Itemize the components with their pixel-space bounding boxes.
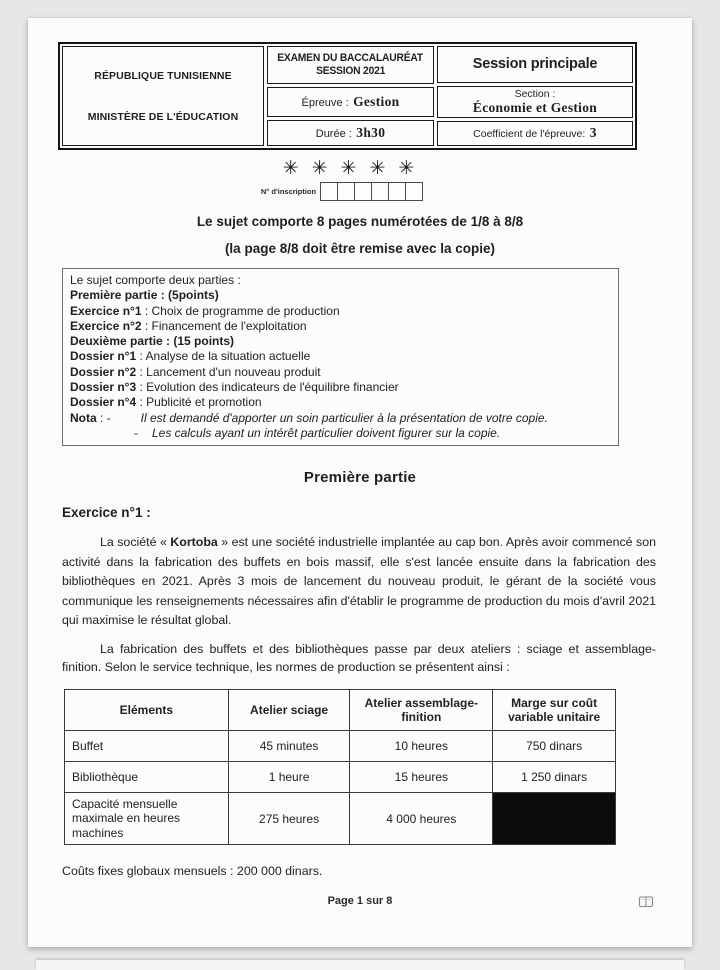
cell-bibliotheque-marge: 1 250 dinars [493, 761, 616, 792]
cell-capacite-marge-redacted [493, 792, 616, 845]
inscription-label: N° d'inscription [260, 187, 317, 196]
open-book-icon [638, 895, 654, 909]
part1-title: Première partie [303, 469, 417, 487]
structure-line: Dossier n°1 : Analyse de la situation actuelle [70, 349, 311, 364]
ministry-label: MINISTÈRE DE L'ÉDUCATION [87, 110, 239, 123]
pages-notice: Le sujet comporte 8 pages numérotées de 1/8 à 8/8 [196, 214, 524, 229]
cell-capacite-assemblage: 4 000 heures [350, 792, 493, 845]
structure-line: Deuxième partie : (15 points) [70, 334, 235, 349]
table-header-row [65, 689, 616, 730]
duree-label: Durée : [315, 127, 352, 140]
structure-line: Exercice n°2 : Financement de l'exploitation [70, 318, 307, 333]
structure-line: Dossier n°4 : Publicité et promotion [70, 395, 262, 410]
col-header-elements: Eléments [65, 689, 229, 730]
structure-line: Dossier n°3 : Evolution des indicateurs de l'équilibre financier [70, 380, 399, 395]
inscription-box [405, 182, 423, 201]
epreuve-label: Épreuve : [301, 96, 349, 109]
inscription-row [0, 182, 692, 201]
cell-buffet-sciage: 45 minutes [228, 730, 350, 761]
exam-header-table [58, 42, 637, 150]
return-page-notice: (la page 8/8 doit être remise avec la copie) [224, 241, 496, 256]
structure-line: Exercice n°1 : Choix de programme de production [70, 303, 340, 318]
session-cell [437, 46, 633, 83]
coefficient-cell [437, 121, 633, 146]
cell-bibliotheque-assemblage: 15 heures [350, 761, 493, 792]
table-row-bibliotheque [65, 761, 616, 792]
cell-bibliotheque-sciage: 1 heure [228, 761, 350, 792]
section-value: Économie et Gestion [472, 99, 598, 115]
inscription-box [320, 182, 338, 201]
page-number: Page 1 sur 8 [327, 895, 393, 907]
table-row-capacite [65, 792, 616, 845]
cell-capacite: Capacité mensuelle maximale en heures machines [65, 792, 229, 845]
next-page-edge [36, 960, 684, 970]
session-value: Session principale [472, 56, 598, 73]
epreuve-cell [267, 87, 434, 117]
subject-structure-box [62, 268, 619, 446]
col-header-assemblage: Atelier assemblage-finition [350, 689, 493, 730]
inscription-box [371, 182, 389, 201]
cell-buffet-marge: 750 dinars [493, 730, 616, 761]
exam-title-line2: SESSION 2021 [315, 64, 386, 77]
col-header-sciage: Atelier sciage [228, 689, 350, 730]
coefficient-label: Coefficient de l'épreuve: [473, 128, 586, 141]
cell-bibliotheque: Bibliothèque [65, 761, 229, 792]
header-exam-column [267, 46, 434, 146]
exercise1-paragraph-1: La société « Kortoba » est une société industrielle implantée au cap bon. Après avoir commencé son activité dans la fabrication des buffets en bois massif, elle s'est lancée ensuite dans la fabrication des bibliothèques en 2021. Après 3 mois de lancement du nouveau produit, le gérant de la société vous communique les renseignements nécessaires afin d'établir le programme de production du mois d'avril 2021 qui maximise le résultat global. [62, 535, 656, 628]
exam-title-cell [267, 46, 434, 84]
structure-line: Le sujet comporte deux parties : [70, 273, 241, 287]
structure-line: Dossier n°2 : Lancement d'un nouveau produit [70, 364, 321, 379]
cell-buffet: Buffet [65, 730, 229, 761]
inscription-boxes [321, 182, 423, 201]
inscription-box [388, 182, 406, 201]
cell-capacite-sciage: 275 heures [228, 792, 350, 845]
inscription-box [354, 182, 372, 201]
republic-label: RÉPUBLIQUE TUNISIENNE [94, 69, 232, 82]
exam-title-line1: EXAMEN DU BACCALAURÉAT [277, 51, 424, 64]
inscription-box [337, 182, 355, 201]
stars-separator-icon: ✳✳✳✳✳ [282, 157, 428, 179]
section-cell [437, 86, 633, 118]
duree-value: 3h30 [356, 124, 386, 140]
table-row-buffet [65, 730, 616, 761]
cell-buffet-assemblage: 10 heures [350, 730, 493, 761]
nota-line-2: - Les calculs ayant un intérêt particulier doivent figurer sur la copie. [134, 425, 501, 440]
col-header-marge: Marge sur coût variable unitaire [493, 689, 616, 730]
nota-line-1: Nota : - Il est demandé d'apporter un soin particulier à la présentation de votre copie. [70, 410, 548, 425]
epreuve-value: Gestion [353, 93, 400, 109]
header-session-column [437, 46, 633, 146]
coefficient-value: 3 [589, 125, 597, 141]
structure-line: Première partie : (5points) [70, 288, 219, 303]
production-norms-table [64, 689, 616, 846]
fixed-costs-line: Coûts fixes globaux mensuels : 200 000 dinars. [62, 864, 323, 879]
exercise1-paragraph-2: La fabrication des buffets et des bibliothèques passe par deux ateliers : sciage et assemblage-finition. Selon le service technique, les normes de production se présentent ainsi : [62, 641, 656, 674]
exam-page-1 [28, 18, 692, 947]
duree-cell [267, 120, 434, 146]
header-authority-cell [62, 46, 264, 146]
exercise1-title: Exercice n°1 : [62, 505, 151, 521]
section-label: Section : [514, 87, 556, 100]
